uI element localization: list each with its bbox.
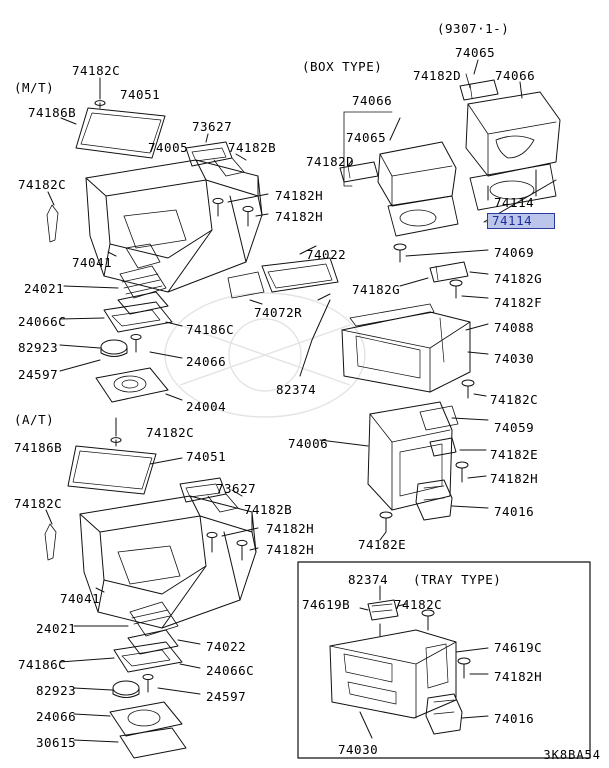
part-number-74022[interactable]: 74022 <box>306 247 347 262</box>
group-label-date-note: (9307·1-) <box>437 21 510 36</box>
part-number-74030-2[interactable]: 74030 <box>338 742 379 757</box>
part-number-74041-2[interactable]: 74041 <box>60 591 101 606</box>
part-number-74016-2[interactable]: 74016 <box>494 711 535 726</box>
part-number-74006[interactable]: 74006 <box>288 436 329 451</box>
part-number-74182e[interactable]: 74182E <box>490 447 539 462</box>
part-number-74005[interactable]: 74005 <box>148 140 189 155</box>
part-number-74182c[interactable]: 74182C <box>72 63 121 78</box>
part-number-24597[interactable]: 24597 <box>18 367 59 382</box>
part-number-74182h[interactable]: 74182H <box>275 188 324 203</box>
part-number-74065-2[interactable]: 74065 <box>455 45 496 60</box>
part-number-74182h-2[interactable]: 74182H <box>275 209 324 224</box>
part-number-24597-2[interactable]: 24597 <box>206 689 247 704</box>
part-number-24066c-2[interactable]: 24066C <box>206 663 255 678</box>
part-number-74182f[interactable]: 74182F <box>494 295 543 310</box>
part-number-74182g-2[interactable]: 74182G <box>352 282 401 297</box>
part-number-74182g[interactable]: 74182G <box>494 271 543 286</box>
part-number-74022-2[interactable]: 74022 <box>206 639 247 654</box>
group-label-box-type: (BOX TYPE) <box>302 59 383 74</box>
part-number-74182d-2[interactable]: 74182D <box>413 68 462 83</box>
part-number-74182c-4[interactable]: 74182C <box>146 425 195 440</box>
part-number-74619b[interactable]: 74619B <box>302 597 351 612</box>
part-number-82923-2[interactable]: 82923 <box>36 683 77 698</box>
part-number-73627[interactable]: 73627 <box>192 119 233 134</box>
background-watermark <box>150 275 380 435</box>
part-number-74066[interactable]: 74066 <box>352 93 393 108</box>
part-number-82923[interactable]: 82923 <box>18 340 59 355</box>
part-number-74066-2[interactable]: 74066 <box>495 68 536 83</box>
part-number-74182h-6[interactable]: 74182H <box>494 669 543 684</box>
part-number-74072r[interactable]: 74072R <box>254 305 303 320</box>
part-number-24066c[interactable]: 24066C <box>18 314 67 329</box>
group-label-mt: (M/T) <box>14 80 55 95</box>
part-number-74114-selected[interactable]: 74114 <box>487 213 555 229</box>
part-number-74182c-3[interactable]: 74182C <box>490 392 539 407</box>
part-number-74059[interactable]: 74059 <box>494 420 535 435</box>
part-number-30615[interactable]: 30615 <box>36 735 77 750</box>
part-number-74182h-5[interactable]: 74182H <box>266 542 315 557</box>
part-number-73627-2[interactable]: 73627 <box>216 481 257 496</box>
part-number-74619c[interactable]: 74619C <box>494 640 543 655</box>
part-number-74065[interactable]: 74065 <box>346 130 387 145</box>
part-number-74051-2[interactable]: 74051 <box>186 449 227 464</box>
part-number-74186c[interactable]: 74186C <box>186 322 235 337</box>
part-number-74051[interactable]: 74051 <box>120 87 161 102</box>
part-number-74182d[interactable]: 74182D <box>306 154 355 169</box>
part-number-74069[interactable]: 74069 <box>494 245 535 260</box>
part-number-74088[interactable]: 74088 <box>494 320 535 335</box>
part-number-82374-2[interactable]: 82374 <box>348 572 389 587</box>
part-number-24066-2[interactable]: 24066 <box>36 709 77 724</box>
part-number-24021-2[interactable]: 24021 <box>36 621 77 636</box>
group-label-at: (A/T) <box>14 412 55 427</box>
part-number-74186c-2[interactable]: 74186C <box>18 657 67 672</box>
part-number-74182c-6[interactable]: 74182C <box>394 597 443 612</box>
part-number-24004[interactable]: 24004 <box>186 399 227 414</box>
part-number-74182e-2[interactable]: 74182E <box>358 537 407 552</box>
part-number-74186b[interactable]: 74186B <box>28 105 77 120</box>
part-number-74182c-2[interactable]: 74182C <box>18 177 67 192</box>
part-number-74114[interactable]: 74114 <box>494 195 535 210</box>
part-number-74186b-2[interactable]: 74186B <box>14 440 63 455</box>
part-number-74030[interactable]: 74030 <box>494 351 535 366</box>
part-number-74182b-2[interactable]: 74182B <box>244 502 293 517</box>
part-number-74041[interactable]: 74041 <box>72 255 113 270</box>
group-label-tray-type: (TRAY TYPE) <box>413 572 502 587</box>
part-number-24021[interactable]: 24021 <box>24 281 65 296</box>
part-number-74016[interactable]: 74016 <box>494 504 535 519</box>
part-number-82374[interactable]: 82374 <box>276 382 317 397</box>
part-number-74182c-5[interactable]: 74182C <box>14 496 63 511</box>
part-number-74182h-3[interactable]: 74182H <box>490 471 539 486</box>
part-number-24066[interactable]: 24066 <box>186 354 227 369</box>
part-number-74182h-4[interactable]: 74182H <box>266 521 315 536</box>
part-number-74182b[interactable]: 74182B <box>228 140 277 155</box>
diagram-code: 3K8BA54 <box>543 748 601 762</box>
